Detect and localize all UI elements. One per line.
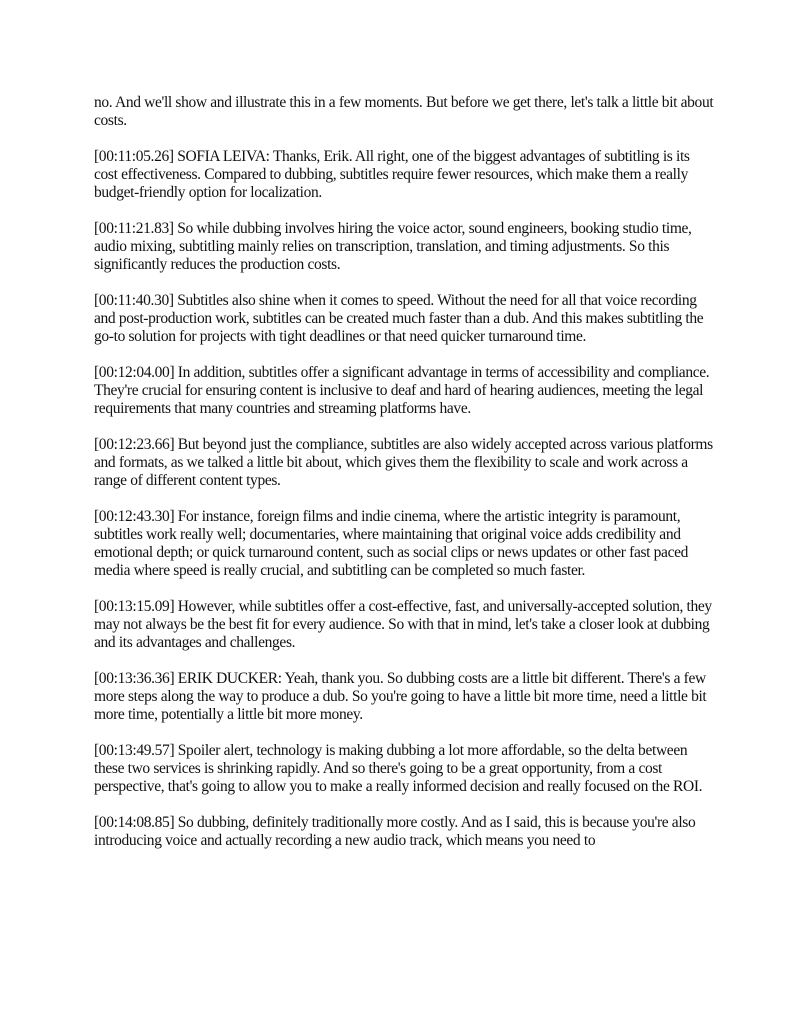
transcript-paragraph: [00:14:08.85] So dubbing, definitely traditionally more costly. And as I said, this is because you're also introducing voice and actually recording a new audio track, which means you need to (94, 814, 696, 849)
transcript-paragraph: [00:12:23.66] But beyond just the compliance, subtitles are also widely accepted across various platforms and formats, as we talked a little bit about, which gives them the flexibility to scale and work across a range of different content types. (94, 436, 713, 489)
transcript-paragraph: [00:13:36.36] ERIK DUCKER: Yeah, thank you. So dubbing costs are a little bit different. There's a few more steps along the way to produce a dub. So you're going to have a little bit more time, need a little bit more time, potentially a little bit more money. (94, 670, 707, 723)
transcript-paragraph: [00:11:40.30] Subtitles also shine when it comes to speed. Without the need for all that voice recording and post-production work, subtitles can be created much faster than a dub. And this makes subtitling the go-to solution for projects with tight deadlines or that need quicker turnaround time. (94, 292, 704, 345)
transcript-paragraph: [00:13:15.09] However, while subtitles offer a cost-effective, fast, and universally-accepted solution, they may not always be the best fit for every audience. So with that in mind, let's take a closer look at dubbing and its advantages and challenges. (94, 598, 712, 651)
transcript-page (94, 94, 714, 868)
transcript-paragraph: [00:12:04.00] In addition, subtitles offer a significant advantage in terms of accessibility and compliance. They're crucial for ensuring content is inclusive to deaf and hard of hearing audiences, meeting the legal requirements that many countries and streaming platforms have. (94, 364, 710, 417)
transcript-paragraph: no. And we'll show and illustrate this in a few moments. But before we get there, let's talk a little bit about costs. (94, 94, 714, 129)
transcript-paragraph: [00:13:49.57] Spoiler alert, technology is making dubbing a lot more affordable, so the delta between these two services is shrinking rapidly. And so there's going to be a great opportunity, from a cost perspective, that's going to allow you to make a really informed decision and really focused on the ROI. (94, 742, 703, 795)
transcript-paragraph: [00:11:05.26] SOFIA LEIVA: Thanks, Erik. All right, one of the biggest advantages of subtitling is its cost effectiveness. Compared to dubbing, subtitles require fewer resources, which make them a really budget-friendly option for localization. (94, 148, 690, 201)
transcript-paragraph: [00:12:43.30] For instance, foreign films and indie cinema, where the artistic integrity is paramount, subtitles work really well; documentaries, where maintaining that original voice adds credibility and emotional depth; or quick turnaround content, such as social clips or news updates or other fast paced media where speed is really crucial, and subtitling can be completed so much faster. (94, 508, 689, 579)
transcript-paragraph: [00:11:21.83] So while dubbing involves hiring the voice actor, sound engineers, booking studio time, audio mixing, subtitling mainly relies on transcription, translation, and timing adjustments. So this significantly reduces the production costs. (94, 220, 692, 273)
